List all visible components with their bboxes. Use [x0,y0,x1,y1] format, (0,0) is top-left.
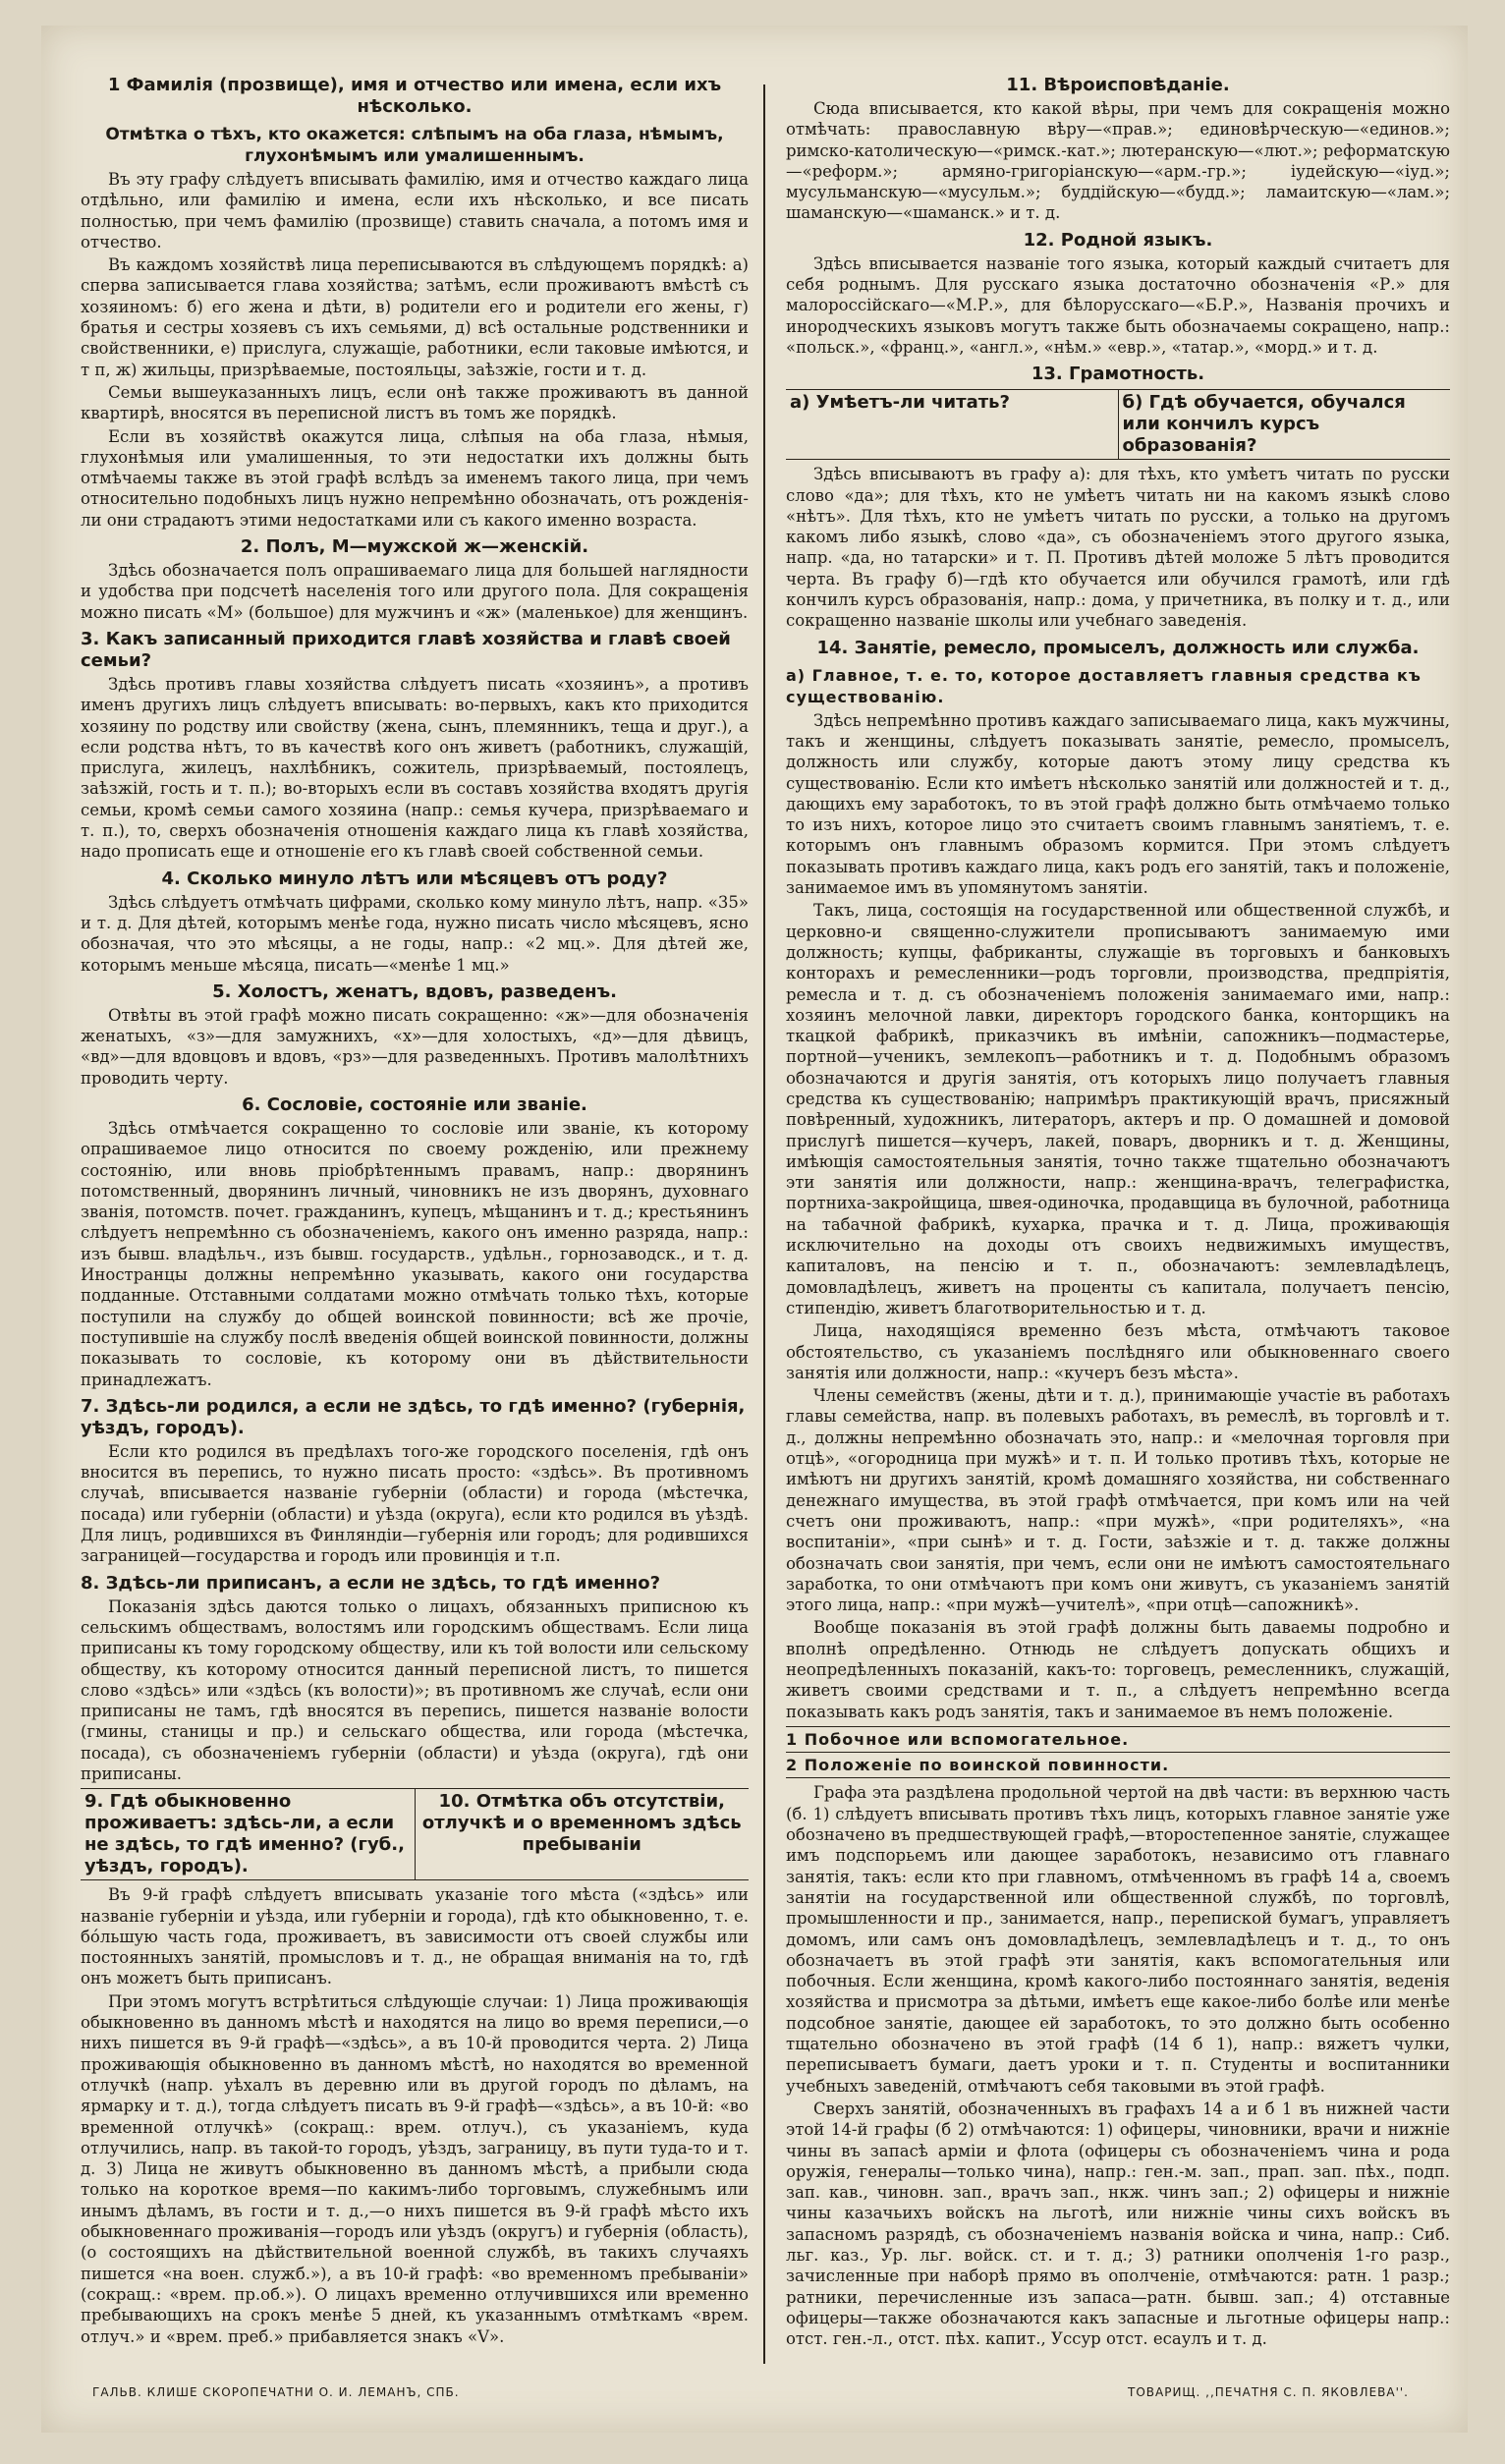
section-14b-1-label: 1 Побочное или вспомогательное. [786,1729,1130,1749]
section-4-paragraph: Здѣсь слѣдуетъ отмѣчать цифрами, сколько кому минуло лѣтъ, напр. «35» и т. д. Для дѣтей, которымъ менѣе года, нужно писать число мѣсяцевъ, ясно обозначая, что это мѣсяцы, а не годы, напр.: «2 мц.». Для дѣтей же, которымъ меньше мѣсяца, писать—«менѣе 1 мц.» [81,892,749,975]
section-8-title: 8. Здѣсь-ли приписанъ, а если не здѣсь, то гдѣ именно? [81,1572,661,1594]
census-instructions-page [41,26,1468,2433]
left-column [81,69,749,2374]
section-6-title: 6. Сословіе, состояніе или званіе. [242,1093,587,1115]
column-divider [763,84,765,2364]
section-14-subtitle: а) Главное, т. е. то, которое доставляетъ главныя средства къ существованію. [786,665,1421,706]
section-4-title: 4. Сколько минуло лѣтъ или мѣсяцевъ отъ роду? [161,868,668,889]
section-1-title: 1 Фамилія (прозвище), имя и отчество или имена, если ихъ нѣсколько. [107,75,722,117]
section-13-paragraph: Здѣсь вписываютъ въ графу а): для тѣхъ, кто умѣетъ читать по русски слово «да»; для тѣхъ, кто не умѣетъ читать ни на какомъ языкѣ слово «нѣтъ». Для тѣхъ, кто не умѣетъ читать по русски, а только на другомъ какомъ либо языкѣ, слово «да», съ обозначеніемъ этого другого языка, напр. «да, но татарски» и т. П. Противъ дѣтей моложе 5 лѣтъ проводится черта. Въ графу б)—гдѣ кто обучается или обучился грамотѣ, или гдѣ кончилъ курсъ образованія, напр.: дома, у причетника, въ полку и т. д., или сокращенно названіе школы или учебнаго заведенія. [786,465,1450,631]
section-5-paragraph: Отвѣты въ этой графѣ можно писать сокращенно: «ж»—для обозначенія женатыхъ, «з»—для замужнихъ, «х»—для холостыхъ, «д»—для дѣвицъ, «вд»—для вдовцовъ и вдовъ, «рз»—для разведенныхъ. Противъ малолѣтнихъ проводить черту. [81,1005,749,1088]
section-11-title: 11. Вѣроисповѣданіе. [1006,75,1230,95]
section-9-paragraph: Въ 9-й графѣ слѣдуетъ вписывать указаніе того мѣста («здѣсь» или названіе губерніи и уѣзда, или губерніи и города), гдѣ кто обыкновенно, т. е. бóльшую часть года, проживаетъ, въ зависимости отъ своей службы или постоянныхъ занятій, промысловъ и т. д., не обращая вниманія на то, гдѣ онъ можетъ быть приписанъ. [81,1885,749,1988]
literacy-a-label: а) Умѣетъ-ли читать? [790,392,1010,414]
section-10-title: 10. Отмѣтка объ отсутствіи, отлучкѣ и о временномъ здѣсь пребываніи [421,1791,742,1856]
section-12-title: 12. Родной языкъ. [1023,229,1213,251]
literacy-subheaders [786,389,1450,460]
section-1-paragraph: Семьи вышеуказанныхъ лицъ, если онѣ также проживаютъ въ данной квартирѣ, вносятся въ переписной листъ въ томъ же порядкѣ. [81,382,749,423]
section-5-title: 5. Холостъ, женатъ, вдовъ, разведенъ. [212,980,617,1002]
section-14-paragraph: Лица, находящіяся временно безъ мѣста, отмѣчаютъ таковое обстоятельство, съ указаніемъ послѣдняго или обыкновеннаго своего занятія или должности, напр.: «кучеръ безъ мѣста». [786,1321,1450,1382]
section-2-title: 2. Полъ, М—мужской ж—женскій. [240,536,589,558]
section-1-paragraph: Въ эту графу слѣдуетъ вписывать фамилію, имя и отчество каждаго лица отдѣльно, или фамилію и имена, если ихъ нѣсколько, и все писать полностью, при чемъ фамилію (прозвище) ставить сначала, а потомъ имя и отчество. [81,170,749,252]
section-7-title: 7. Здѣсь-ли родился, а если не здѣсь, то гдѣ именно? (губернія, уѣздъ, городъ). [81,1395,746,1438]
section-7-paragraph: Если кто родился въ предѣлахъ того-же городского поселенія, гдѣ онъ вносится въ перепись, то нужно писать просто: «здѣсь». Въ противномъ случаѣ, вписывается названіе губерніи (области) и города (мѣстечка, посада) или губерніи (области) и уѣзда (округа), если кто родился въ уѣздѣ. Для лицъ, родившихся въ Финляндіи—губернія или городъ; для родившихся заграницей—государства и городъ или провинція и т.п. [81,1441,749,1566]
section-12-paragraph: Здѣсь вписывается названіе того языка, который каждый считаетъ для себя роднымъ. Для русскаго языка достаточно обозначенія «Р.» для малороссійскаго—«М.Р.», для бѣлорусскаго—«Б.Р.», Названія прочихъ и инородческихъ языковъ могутъ также быть обозначаемы сокращено, напр.: «польск.», «франц.», «англ.», «нѣм.» «евр.», «татар.», «морд.» и т. д. [786,253,1450,357]
section-14-title: 14. Занятіе, ремесло, промыселъ, должность или служба. [816,637,1420,658]
section-14b-paragraph: Сверхъ занятій, обозначенныхъ въ графахъ 14 а и б 1 въ нижней части этой 14-й графы (б 2) отмѣчаются: 1) офицеры, чиновники, врачи и нижніе чины въ запасѣ арміи и флота (офицеры съ обозначеніемъ чина и рода оружія, генералы—только чина), напр.: ген.-м. зап., прап. зап. пѣх., подп. зап. кав., чиновн. зап., врачъ зап., нкж. чинъ зап.; 2) офицеры и нижніе чины казачьихъ войскъ на льготѣ, или нижніе чины сихъ войскъ въ запасномъ разрядѣ, съ обозначеніемъ названія войска и чина, напр.: Сиб. льг. каз., Ур. льг. войск. ст. и т. д.; 3) ратники ополченія 1-го разр., зачисленные при наборѣ прямо въ ополченіе, отмѣчаются: ратн. 1 разр.; ратники, перечисленные изъ запаса—ратн. бывш. зап.; 4) отставные офицеры—также обозначаются какъ запасные и льготные офицеры напр.: отст. ген.-л., отст. пѣх. капит., Уссур отст. есаулъ и т. д. [786,2099,1450,2349]
section-1-subtitle: Отмѣтка о тѣхъ, кто окажется: слѣпымъ на оба глаза, нѣмымъ, глухонѣмымъ или умалишеннымъ. [105,125,724,166]
section-8-paragraph: Показанія здѣсь даются только о лицахъ, обязанныхъ приписною къ сельскимъ обществамъ, волостямъ или городскимъ обществамъ. Если лица приписаны къ тому городскому обществу, или къ той волости или сельскому обществу, къ которому относится данный переписной листъ, то пишется слово «здѣсь» или «здѣсь (къ волости)»; въ противномъ же случаѣ, если они приписаны не тамъ, гдѣ вносятся въ перепись, пишется названіе волости (гмины, станицы и пр.) и сельскаго общества, или города (мѣстечка, посада), съ обозначеніемъ губерніи (области) и уѣзда (округа), гдѣ они приписаны. [81,1596,749,1783]
section-14-paragraph: Вообще показанія въ этой графѣ должны быть даваемы подробно и вполнѣ опредѣленно. Отнюдь не слѣдуетъ допускать общихъ и неопредѣленныхъ показаній, какъ-то: торговецъ, ремесленникъ, служащій, живетъ своими средствами и т. п., а слѣдуетъ непремѣнно всегда показывать какъ родъ занятія, такъ и занимаемое въ немъ положеніе. [786,1618,1450,1721]
section-3-paragraph: Здѣсь противъ главы хозяйства слѣдуетъ писать «хозяинъ», а противъ именъ другихъ лицъ слѣдуетъ вписывать: во-первыхъ, какъ кто приходится хозяину по родству или свойству (жена, сынъ, племянникъ, теща и друг.), а если родства нѣтъ, то въ качествѣ кого онъ живетъ (работникъ, служащій, прислуга, жилецъ, нахлѣбникъ, сожитель, призрѣваемый, постоялецъ, заѣзжій, гость и т. п.); во-вторыхъ если въ составъ хозяйства входятъ другія семьи, кромѣ семьи самого хозяина (напр.: семья кучера, призрѣваемаго и т. п.), то, сверхъ обозначенія отношенія каждаго лица къ главѣ хозяйства, надо прописать еще и отношеніе его къ главѣ своей собственной семьи. [81,674,749,862]
section-1-paragraph: Если въ хозяйствѣ окажутся лица, слѣпыя на оба глаза, нѣмыя, глухонѣмыя или умалишенныя, то эти недостатки ихъ должны быть отмѣчаемы также въ этой графѣ вслѣдъ за именемъ такого лица, при чемъ относительно подобныхъ лицъ нужно непремѣнно обозначать, отъ рожденія-ли они страдаютъ этими недостатками или съ какого именно возраста. [81,426,749,530]
section-6-paragraph: Здѣсь отмѣчается сокращенно то сословіе или званіе, къ которому опрашиваемое лицо относится по своему рожденію, или прежнему состоянію, или вновь пріобрѣтеннымъ правамъ, напр.: дворянинъ потомственный, дворянинъ личный, чиновникъ не изъ дворянъ, духовнаго званія, потомств. почет. гражданинъ, купецъ, мѣщанинъ и т. д.; крестьянинъ слѣдуетъ непремѣнно съ обозначеніемъ, какого онъ именно разряда, напр.: изъ бывш. владѣльч., изъ бывш. государств., удѣльн., горнозаводск., и т. д. Иностранцы должны непремѣнно указывать, какого они государства подданные. Отставными солдатами можно отмѣчать только тѣхъ, которые поступили на службу до общей воинской повинности; всѣ же прочіе, поступившіе на службу послѣ введенія общей воинской повинности, должны показывать то сословіе, къ которому они въ дѣйствительности принадлежатъ. [81,1118,749,1389]
section-14-paragraph: Такъ, лица, состоящія на государственной или общественной службѣ, и церковно-и священно-служители прописываютъ занимаемую ими должность; купцы, фабриканты, служащіе въ торговыхъ и банковыхъ конторахъ и ремесленники—родъ торговли, производства, предпріятія, ремесла и т. д. съ обозначеніемъ положенія занимаемаго ими, напр.: хозяинъ мелочной лавки, директоръ городского банка, конторщикъ на ткацкой фабрикѣ, приказчикъ въ имѣніи, сапожникъ—подмастерье, портной—ученикъ, землекопъ—работникъ и т. д. Подобнымъ образомъ обозначаются и другія занятія, отъ которыхъ лицо получаетъ главныя средства къ существованію; напримѣръ практикующій врачъ, присяжный повѣренный, художникъ, литераторъ, актеръ и пр. О домашней и домовой прислугѣ пишется—кучеръ, лакей, поваръ, дворникъ и т. д. Женщины, имѣющія самостоятельныя занятія, точно также тщательно обозначаютъ эти занятія или должности, напр.: женщина-врачъ, телеграфистка, портниха-закройщица, швея-одиночка, продавщица въ булочной, работница на табачной фабрикѣ, кухарка, прачка и т. д. Лица, проживающія исключительно на доходы отъ своихъ недвижимыхъ имуществъ, капиталовъ, на пенсію и т. п., обозначаютъ: землевладѣлецъ, домовладѣлецъ, живетъ на проценты съ капитала, получаетъ пенсію, стипендію, живетъ благотворительностью и т. д. [786,901,1450,1317]
section-3-title: 3. Какъ записанный приходится главѣ хозяйства и главѣ своей семьи? [81,628,731,671]
section-2-paragraph: Здѣсь обозначается полъ опрашиваемаго лица для большей наглядности и удобства при подсчетѣ населенія того или другого пола. Для сокращенія можно писать «М» (большое) для мужчинъ и «ж» (маленькое) для женщинъ. [81,561,749,622]
section-14b-headers [786,1726,1450,1779]
right-column [786,69,1450,2374]
literacy-b-label: б) Гдѣ обучается, обучался или кончилъ курсъ образованія? [1122,392,1406,457]
printer-imprint-left: ГАЛЬВ. КЛИШЕ СКОРОПЕЧАТНИ О. И. ЛЕМАНЪ, СПБ. [92,2385,460,2399]
section-11-paragraph: Сюда вписывается, кто какой вѣры, при чемъ для сокращенія можно отмѣчать: православную вѣру—«прав.»; единовѣрческую—«единов.»; римско-католическую—«римск.-кат.»; лютеранскую—«лют.»; реформатскую—«реформ.»; армяно-григоріанскую—«арм.-гр.»; іудейскую—«іуд.»; мусульманскую—«мусульм.»; буддійскую—«будд.»; ламаитскую—«лам.»; шаманскую—«шаманск.» и т. д. [786,99,1450,223]
section-14b-2-label: 2 Положеніе по воинской повинности. [786,1752,1450,1777]
section-13-title: 13. Грамотность. [1031,364,1205,385]
section-1-paragraph: Въ каждомъ хозяйствѣ лица переписываются въ слѣдующемъ порядкѣ: а) сперва записывается глава хозяйства; затѣмъ, если проживаютъ вмѣстѣ съ хозяиномъ: б) его жена и дѣти, в) родители его и родители его жены, г) братья и сестры хозяевъ съ ихъ семьями, д) всѣ остальные родственники и свойственники, е) прислуга, служащіе, работники, если таковые имѣются, и т п, ж) жильцы, призрѣваемые, постояльцы, заѣзжіе, гости и т. д. [81,255,749,379]
section-14b-paragraph: Графа эта раздѣлена продольной чертой на двѣ части: въ верхнюю часть (б. 1) слѣдуетъ вписывать противъ тѣхъ лицъ, которыхъ главное занятіе уже обозначено въ предшествующей графѣ,—второстепенное занятіе, служащее имъ подспорьемъ или дающее заработокъ, независимо отъ главнаго занятія, такъ: если кто при главномъ, отмѣченномъ въ графѣ 14 а, своемъ занятіи на государственной или общественной службѣ, по торговлѣ, промышленности и пр., занимается, напр., перепиской бумагъ, управляетъ домомъ, или самъ онъ домовладѣлецъ, землевладѣлецъ и т. д., то онъ обозначаетъ въ этой графѣ эти занятія, какъ вспомогательныя или побочныя. Если женщина, кромѣ какого-либо постояннаго занятія, веденія хозяйства и присмотра за дѣтьми, имѣетъ еще какое-либо болѣе или менѣе подсобное занятіе, дающее ей заработокъ, то это должно быть особенно тщательно обозначено въ этой графѣ (14 б 1), напр.: вяжетъ чулки, переписываетъ бумаги, даетъ уроки и т. п. Студенты и воспитанники учебныхъ заведеній, отмѣчаютъ себя таковыми въ этой графѣ. [786,1783,1450,2096]
section-9-10-header [81,1788,749,1880]
section-14-paragraph: Здѣсь непремѣнно противъ каждаго записываемаго лица, какъ мужчины, такъ и женщины, слѣдуетъ показывать занятіе, ремесло, промыселъ, должность или службу, которые даютъ этому лицу средства къ существованію. Если кто имѣетъ нѣсколько занятій или должностей и т. д., дающихъ ему заработокъ, то въ этой графѣ должно быть отмѣчаемо только то изъ нихъ, которое лицо это считаетъ своимъ главнымъ занятіемъ, т. е. которымъ онъ главнымъ образомъ кормится. При этомъ слѣдуетъ показывать противъ каждаго лица, какъ родъ его занятій, такъ и положеніе, занимаемое имъ въ упомянутомъ занятіи. [786,710,1450,898]
section-9-paragraph: При этомъ могутъ встрѣтиться слѣдующіе случаи: 1) Лица проживающія обыкновенно въ данномъ мѣстѣ и находятся на лицо во время переписи,—о нихъ пишется въ 9-й графѣ—«здѣсь», а въ 10-й проводится черта. 2) Лица проживающія обыкновенно въ данномъ мѣстѣ, но находятся во временной отлучкѣ (напр. уѣхалъ въ деревню или въ другой городъ по дѣламъ, на ярмарку и т. д.), тогда слѣдуетъ писать въ 9-й графѣ—«здѣсь», а въ 10-й: «во временной отлучкѣ» (сокращ.: врем. отлуч.), съ указаніемъ, куда отлучились, напр. въ такой-то городъ, уѣздъ, заграницу, въ пути туда-то и т. д. 3) Лица не живутъ обыкновенно въ данномъ мѣстѣ, а прибыли сюда только на короткое время—по какимъ-либо торговымъ, служебнымъ или инымъ дѣламъ, въ гости и т. д.,—о нихъ пишется въ 9-й графѣ мѣсто ихъ обыкновеннаго проживанія—городъ или уѣздъ (округъ) и губернія (область), (о состоящихъ на дѣйствительной военной службѣ, въ такихъ случаяхъ пишется «на воен. служб.»), а въ 10-й графѣ: «во временномъ пребываніи» (сокращ.: «врем. пр.об.»). О лицахъ временно отлучившихся или временно пребывающихъ на срокъ менѣе 5 дней, къ указаннымъ отмѣткамъ «врем. отлуч.» и «врем. преб.» прибавляется знакъ «V». [81,1991,749,2346]
section-14-paragraph: Члены семействъ (жены, дѣти и т. д.), принимающіе участіе въ работахъ главы семейства, напр. въ полевыхъ работахъ, въ ремеслѣ, въ торговлѣ и т. д., должны непремѣнно обозначать это, напр.: и «мелочная торговля при отцѣ», «огородница при мужѣ» и т. п. И только противъ тѣхъ, которые не имѣютъ ни другихъ занятій, кромѣ домашняго хозяйства, ни собственнаго денежнаго имущества, въ этой графѣ отмѣчается, при комъ или на чей счетъ они проживаютъ, напр.: «при мужѣ», «при родителяхъ», «на воспитаніи», «при сынѣ» и т. д. Гости, заѣзжіе и т. д. также должны обозначать свои занятія, при чемъ, если они не имѣютъ самостоятельнаго заработка, то они отмѣчаютъ при комъ они живутъ, съ указаніемъ занятій этого лица, напр.: «при мужѣ—учителѣ», «при отцѣ—сапожникѣ». [786,1386,1450,1615]
section-9-title: 9. Гдѣ обыкновенно проживаетъ: здѣсь-ли, а если не здѣсь, то гдѣ именно? (губ., уѣздъ, городъ). [84,1791,405,1877]
printer-imprint-right: ТОВАРИЩ. ,,ПЕЧАТНЯ С. П. ЯКОВЛЕВА''. [1127,2385,1409,2399]
